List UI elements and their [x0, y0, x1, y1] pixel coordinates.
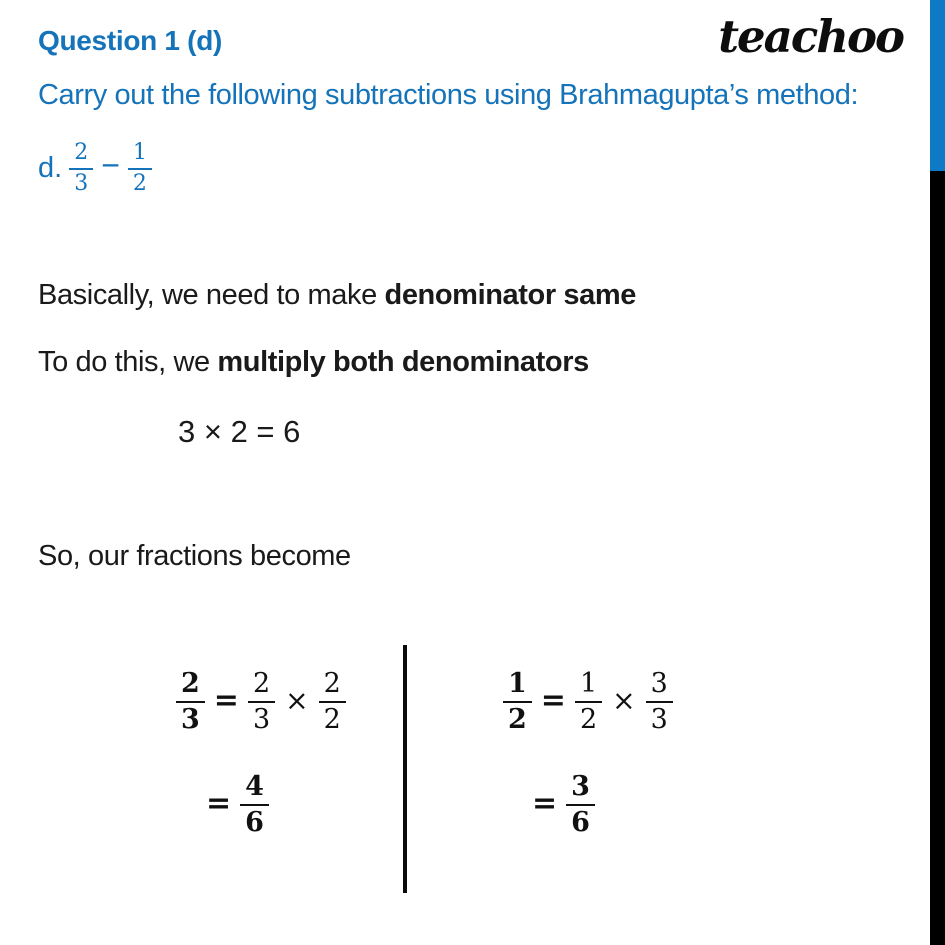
fraction-denominator: 3 — [181, 704, 200, 736]
work-right-equation — [503, 669, 673, 735]
fraction-original — [575, 669, 602, 735]
fraction-subtrahend — [128, 141, 152, 196]
work-left-equation — [176, 669, 346, 735]
fraction-denominator: 2 — [508, 704, 527, 736]
explain-line-2 — [38, 346, 589, 379]
fraction-numerator: 2 — [248, 669, 275, 703]
explain-line-1-bold: denominator same — [384, 279, 636, 311]
multiply-sign: × — [612, 683, 636, 717]
fraction-multiplier — [646, 669, 673, 735]
fraction-numerator: 2 — [176, 669, 205, 703]
equals-sign: = — [532, 785, 558, 821]
fractions-become-line: So, our fractions become — [38, 540, 351, 572]
fraction-denominator: 6 — [245, 807, 264, 839]
fraction-denominator: 3 — [650, 704, 668, 736]
fraction-denominator: 2 — [323, 704, 341, 736]
fraction-numerator: 3 — [646, 669, 673, 703]
equals-sign: = — [213, 682, 239, 718]
fraction-numerator: 2 — [69, 141, 93, 170]
explain-line-1-text: Basically, we need to make — [38, 279, 385, 311]
fraction-denominator: 6 — [571, 807, 590, 839]
work-left-result — [204, 772, 269, 838]
fraction-numerator: 1 — [128, 141, 152, 170]
fraction-result — [240, 772, 269, 838]
teachoo-logo: teachoo — [718, 10, 903, 63]
equals-sign: = — [206, 785, 232, 821]
fraction-numerator: 1 — [503, 669, 532, 703]
fraction-numerator: 2 — [319, 669, 346, 703]
work-right-result — [530, 772, 595, 838]
fraction-original — [248, 669, 275, 735]
product-line: 3 × 2 = 6 — [178, 414, 301, 449]
fraction-denominator: 3 — [74, 170, 89, 196]
multiply-sign: × — [285, 683, 309, 717]
fraction-multiplier — [319, 669, 346, 735]
question-prompt: Carry out the following subtractions using Brahmagupta’s method: — [38, 79, 859, 111]
fraction-minuend — [69, 141, 93, 196]
page-title: Question 1 (d) — [38, 25, 223, 56]
fraction-lhs — [176, 669, 205, 735]
column-divider — [403, 645, 407, 893]
fraction-numerator: 1 — [575, 669, 602, 703]
minus-sign: − — [101, 147, 120, 184]
explain-line-2-bold: multiply both denominators — [217, 346, 589, 378]
right-edge-blue-bar — [930, 0, 945, 171]
fraction-numerator: 4 — [240, 772, 269, 806]
question-expression — [38, 141, 152, 196]
explain-line-1 — [38, 279, 636, 312]
equals-sign: = — [540, 682, 566, 718]
right-edge-black-bar — [930, 171, 945, 945]
fraction-numerator: 3 — [566, 772, 595, 806]
fraction-lhs — [503, 669, 532, 735]
fraction-denominator: 2 — [132, 170, 147, 196]
fraction-denominator: 3 — [252, 704, 271, 736]
fraction-result — [566, 772, 595, 838]
explain-line-2-text: To do this, we — [38, 346, 218, 378]
fraction-denominator: 2 — [579, 704, 598, 736]
item-label: d. — [38, 152, 63, 185]
